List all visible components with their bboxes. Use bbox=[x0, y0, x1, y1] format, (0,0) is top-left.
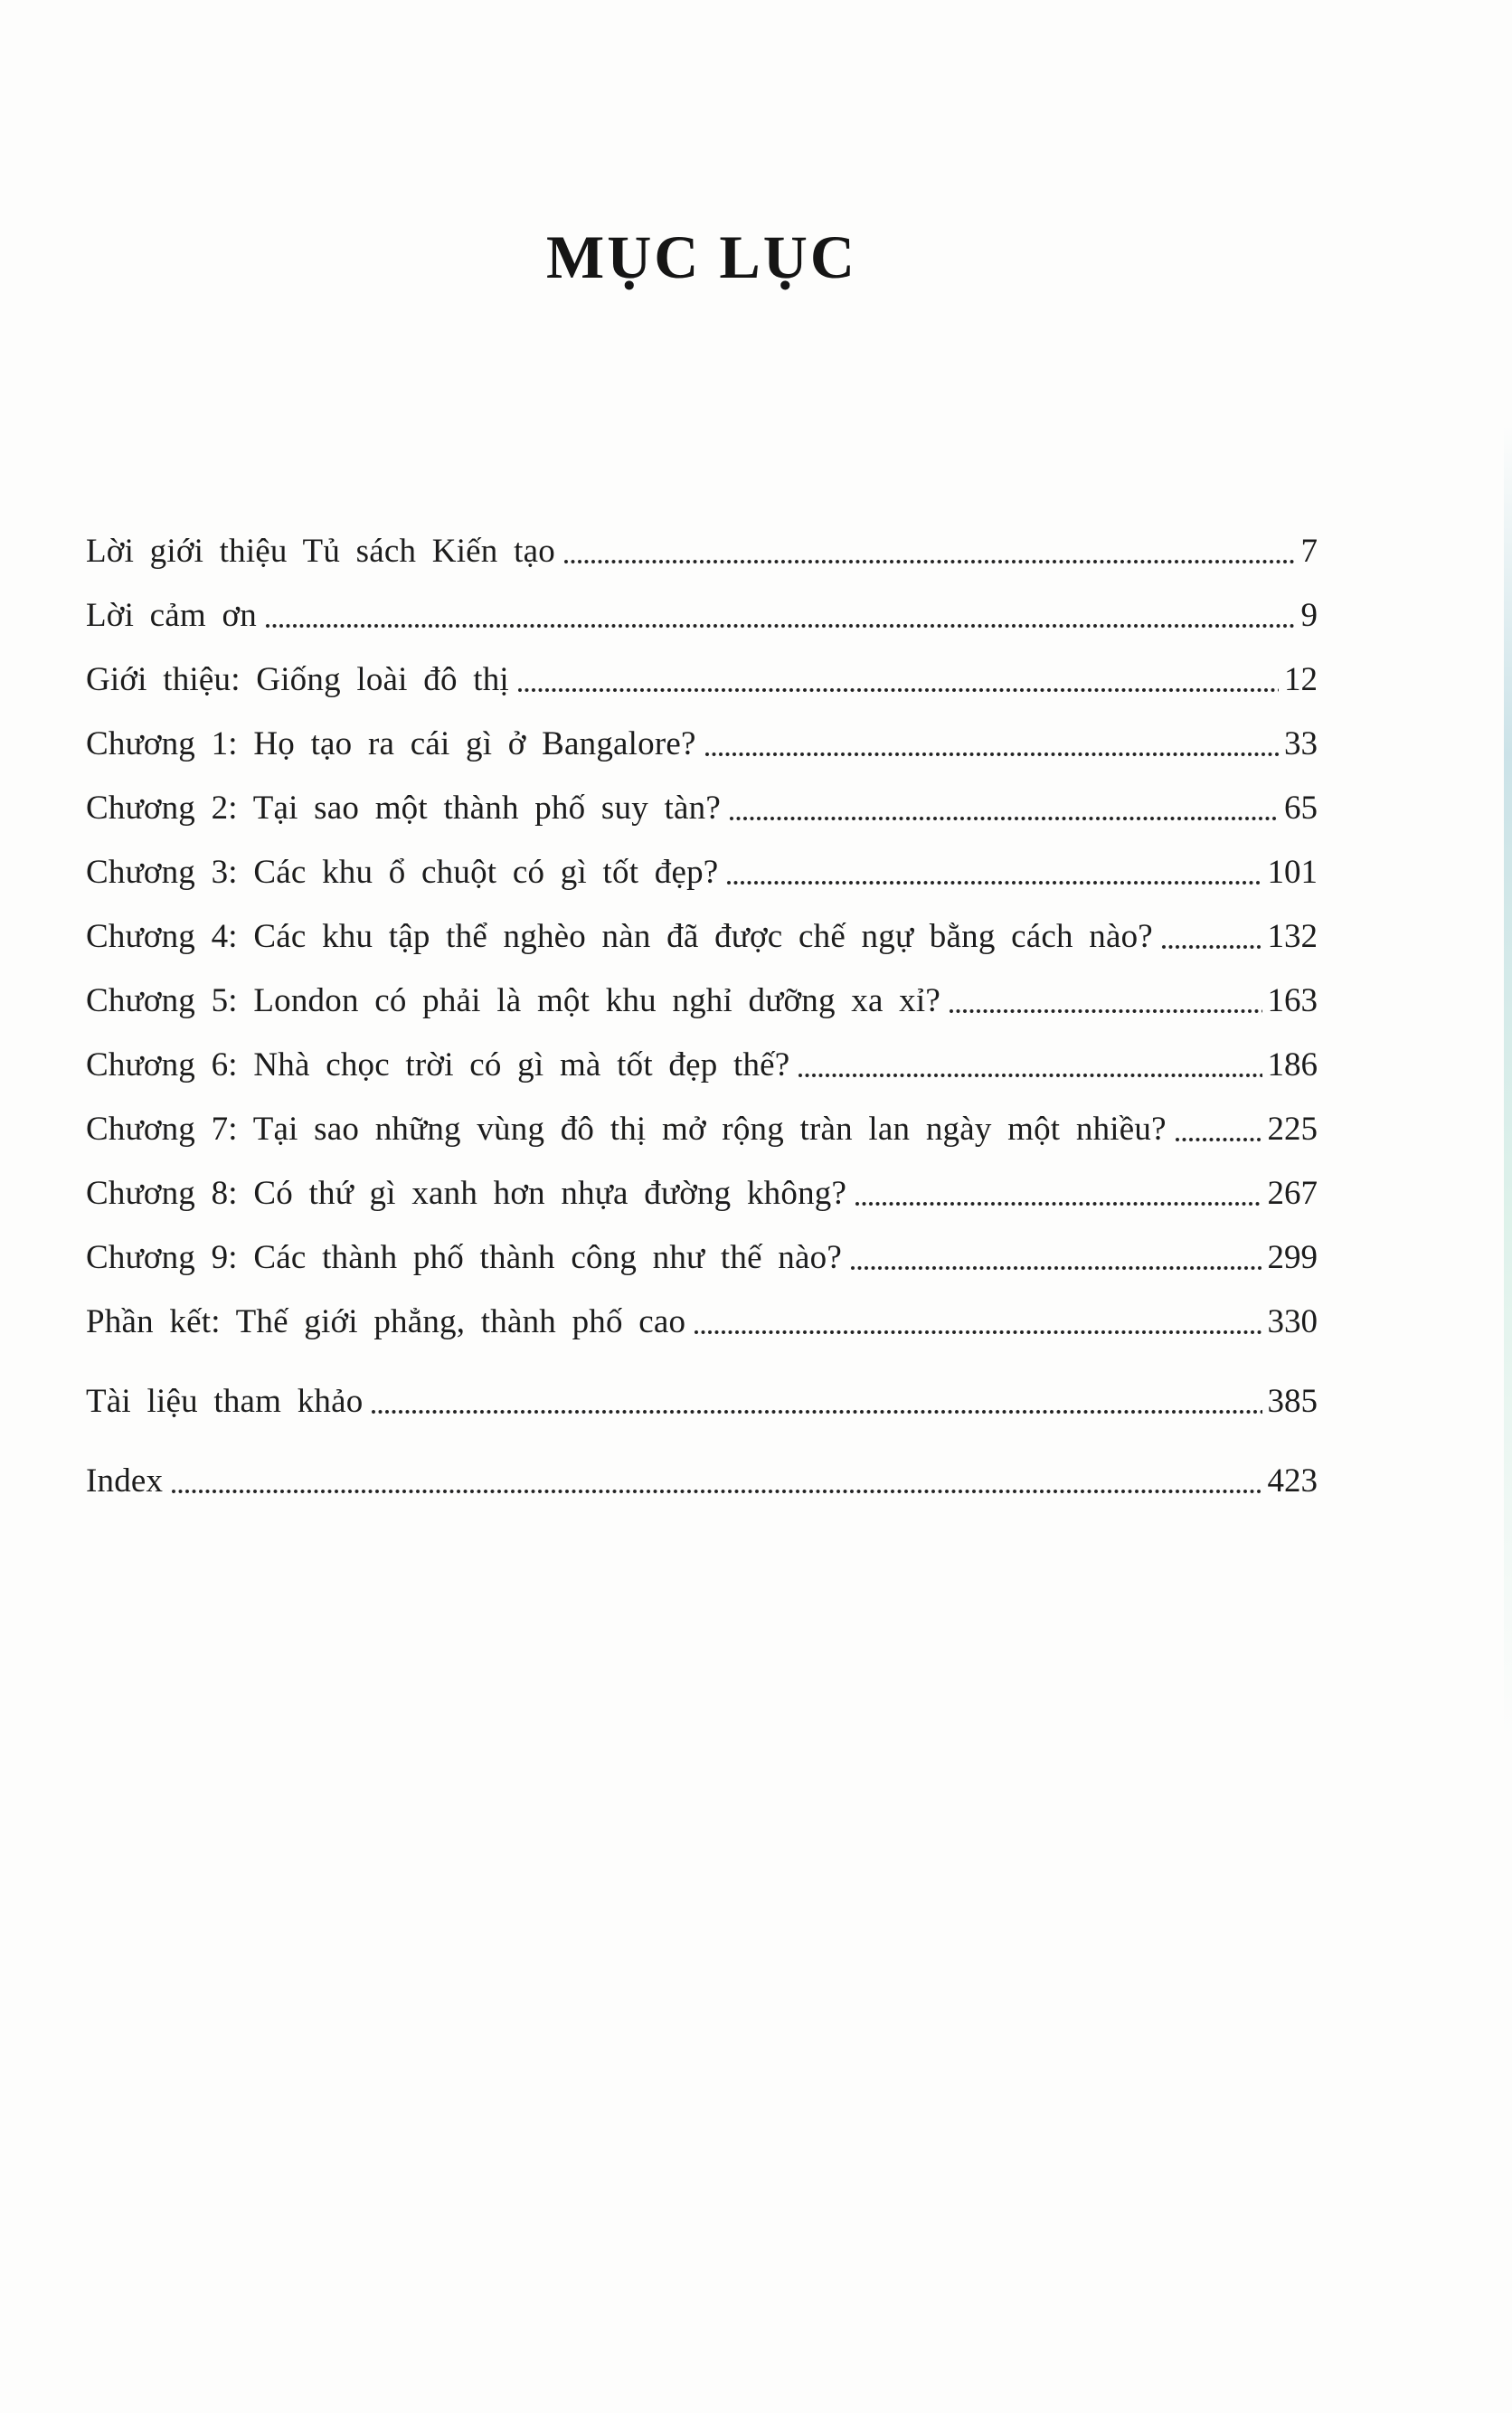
dot-leader bbox=[949, 1008, 1262, 1014]
toc-entry-page: 132 bbox=[1267, 918, 1318, 955]
toc-entry bbox=[86, 904, 1318, 969]
dot-leader bbox=[850, 1265, 1262, 1271]
toc-entry-label: Index bbox=[86, 1462, 164, 1500]
toc-entry-label: Chương 6: Nhà chọc trời có gì mà tốt đẹp thế? bbox=[86, 1046, 790, 1083]
toc-entry-label: Tài liệu tham khảo bbox=[86, 1383, 364, 1420]
toc-entry-label: Lời cảm ơn bbox=[86, 597, 257, 634]
toc-entry-label: Chương 8: Có thứ gì xanh hơn nhựa đường không? bbox=[86, 1175, 847, 1212]
dot-leader bbox=[694, 1330, 1262, 1335]
toc-entry-label: Chương 3: Các khu ổ chuột có gì tốt đẹp? bbox=[86, 854, 719, 891]
dot-leader bbox=[1175, 1137, 1262, 1142]
dot-leader bbox=[798, 1073, 1262, 1078]
dot-leader bbox=[265, 623, 1296, 629]
toc-entry bbox=[86, 1097, 1318, 1161]
toc-entry bbox=[86, 1225, 1318, 1290]
toc-entry-page: 423 bbox=[1267, 1462, 1318, 1500]
toc-entry bbox=[86, 519, 1318, 583]
toc-entry-page: 299 bbox=[1267, 1239, 1318, 1276]
toc-entry bbox=[86, 1033, 1318, 1097]
toc-entry-page: 12 bbox=[1284, 661, 1318, 698]
toc-entry bbox=[86, 1369, 1318, 1434]
dot-leader bbox=[517, 687, 1279, 693]
toc-entry-label: Chương 4: Các khu tập thể nghèo nàn đã được chế ngự bằng cách nào? bbox=[86, 918, 1153, 955]
toc-entry bbox=[86, 712, 1318, 776]
page-title: MỤC LỤC bbox=[546, 222, 857, 291]
toc-entry-page: 33 bbox=[1284, 725, 1318, 762]
dot-leader bbox=[563, 559, 1296, 564]
toc-entry bbox=[86, 583, 1318, 648]
toc-entry bbox=[86, 648, 1318, 712]
dot-leader bbox=[171, 1489, 1262, 1494]
dot-leader bbox=[1161, 944, 1262, 950]
toc-entry-label: Chương 9: Các thành phố thành công như thế nào? bbox=[86, 1239, 842, 1276]
toc-entry-page: 330 bbox=[1267, 1303, 1318, 1340]
toc-entry-page: 385 bbox=[1267, 1383, 1318, 1420]
toc-entry bbox=[86, 969, 1318, 1033]
dot-leader bbox=[704, 752, 1279, 757]
toc-entry bbox=[86, 1161, 1318, 1225]
toc-entry-page: 225 bbox=[1267, 1111, 1318, 1148]
toc-list bbox=[0, 519, 1512, 1513]
toc-entry-label: Chương 1: Họ tạo ra cái gì ở Bangalore? bbox=[86, 725, 696, 762]
toc-entry bbox=[86, 776, 1318, 840]
dot-leader bbox=[729, 816, 1279, 821]
dot-leader bbox=[855, 1201, 1262, 1206]
toc-entry-page: 7 bbox=[1300, 533, 1318, 570]
toc-entry-label: Giới thiệu: Giống loài đô thị bbox=[86, 661, 509, 698]
toc-entry-page: 65 bbox=[1284, 790, 1318, 827]
toc-entry-label: Chương 2: Tại sao một thành phố suy tàn? bbox=[86, 790, 721, 827]
toc-entry bbox=[86, 840, 1318, 904]
toc-entry-page: 163 bbox=[1267, 982, 1318, 1019]
toc-entry bbox=[86, 1290, 1318, 1354]
dot-leader bbox=[371, 1409, 1262, 1415]
toc-entry-label: Chương 7: Tại sao những vùng đô thị mở rộng tràn lan ngày một nhiều? bbox=[86, 1111, 1167, 1148]
toc-entry-label: Phần kết: Thế giới phẳng, thành phố cao bbox=[86, 1303, 686, 1340]
toc-entry-page: 101 bbox=[1267, 854, 1318, 891]
toc-entry-page: 267 bbox=[1267, 1175, 1318, 1212]
toc-entry-page: 186 bbox=[1267, 1046, 1318, 1083]
toc-entry-label: Chương 5: London có phải là một khu nghỉ dưỡng xa xỉ? bbox=[86, 982, 940, 1019]
toc-entry-page: 9 bbox=[1300, 597, 1318, 634]
toc-entry bbox=[86, 1449, 1318, 1513]
toc-entry-label: Lời giới thiệu Tủ sách Kiến tạo bbox=[86, 533, 555, 570]
dot-leader bbox=[726, 880, 1262, 885]
